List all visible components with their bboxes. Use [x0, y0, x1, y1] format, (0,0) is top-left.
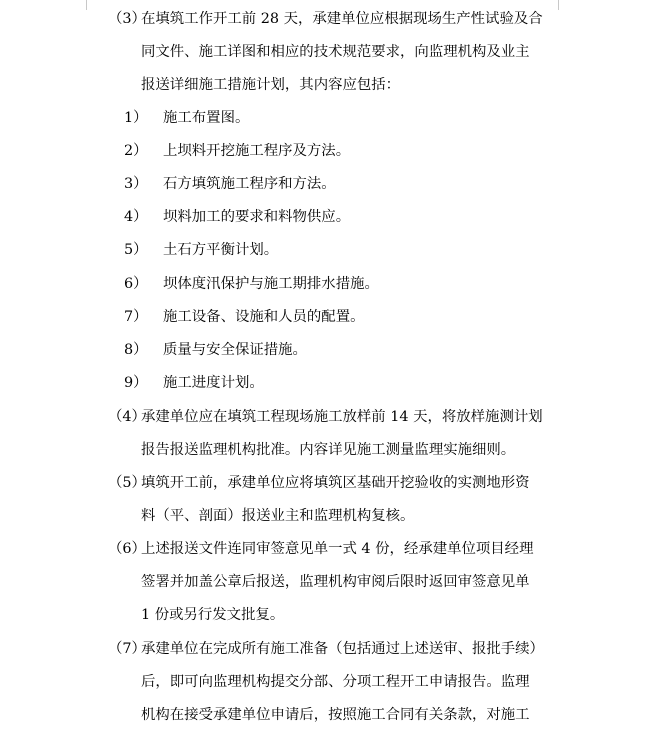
- sub-item-number: 7）: [124, 309, 148, 325]
- paragraph-line: 1 份或另行发文批复。: [141, 607, 285, 623]
- paragraph-line: 填筑开工前，承建单位应将填筑区基础开挖验收的实测地形资: [141, 475, 530, 491]
- paragraph-number: （3）: [108, 11, 146, 27]
- paragraph-number: （7）: [108, 641, 146, 657]
- sub-item-text: 施工设备、设施和人员的配置。: [163, 309, 365, 325]
- sub-item-text: 质量与安全保证措施。: [163, 342, 307, 358]
- sub-item-number: 4）: [124, 209, 148, 225]
- paragraph-line: 承建单位在完成所有施工准备（包括通过上述送审、报批手续）: [141, 641, 544, 657]
- sub-item-text: 坝体度汛保护与施工期排水措施。: [163, 276, 379, 292]
- sub-item-number: 1）: [124, 110, 148, 126]
- paragraph-line: 签署并加盖公章后报送，监理机构审阅后限时返回审签意见单: [141, 574, 530, 590]
- paragraph-line: 料（平、剖面）报送业主和监理机构复核。: [141, 508, 415, 524]
- paragraph-number: （6）: [108, 541, 146, 557]
- paragraph-line: 报送详细施工措施计划，其内容应包括：: [141, 77, 401, 93]
- sub-item-text: 石方填筑施工程序和方法。: [163, 176, 336, 192]
- sub-item-number: 6）: [124, 276, 148, 292]
- paragraph-number: （5）: [108, 475, 146, 491]
- sub-item-text: 施工进度计划。: [163, 375, 264, 391]
- paragraph-line: 机构在接受承建单位申请后，按照施工合同有关条款，对施工: [141, 707, 530, 723]
- paragraph-number: （4）: [108, 409, 146, 425]
- sub-item-number: 3）: [124, 176, 148, 192]
- margin-mark-left: [86, 0, 87, 10]
- paragraph-line: 报告报送监理机构批准。内容详见施工测量监理实施细则。: [141, 442, 516, 458]
- sub-item-text: 土石方平衡计划。: [163, 242, 279, 258]
- sub-item-number: 8）: [124, 342, 148, 358]
- margin-mark-right: [558, 0, 559, 10]
- sub-item-number: 2）: [124, 143, 148, 159]
- sub-item-number: 5）: [124, 242, 148, 258]
- paragraph-line: 承建单位应在填筑工程现场施工放样前 14 天，将放样施测计划: [141, 409, 543, 425]
- paragraph-line: 在填筑工作开工前 28 天，承建单位应根据现场生产性试验及合: [141, 11, 543, 27]
- sub-item-number: 9）: [124, 375, 148, 391]
- sub-item-text: 上坝料开挖施工程序及方法。: [163, 143, 351, 159]
- paragraph-line: 同文件、施工详图和相应的技术规范要求，向监理机构及业主: [141, 44, 530, 60]
- paragraph-line: 上述报送文件连同审签意见单一式 4 份，经承建单位项目经理: [141, 541, 534, 557]
- sub-item-text: 施工布置图。: [163, 110, 250, 126]
- sub-item-text: 坝料加工的要求和料物供应。: [163, 209, 351, 225]
- paragraph-line: 后，即可向监理机构提交分部、分项工程开工申请报告。监理: [141, 674, 530, 690]
